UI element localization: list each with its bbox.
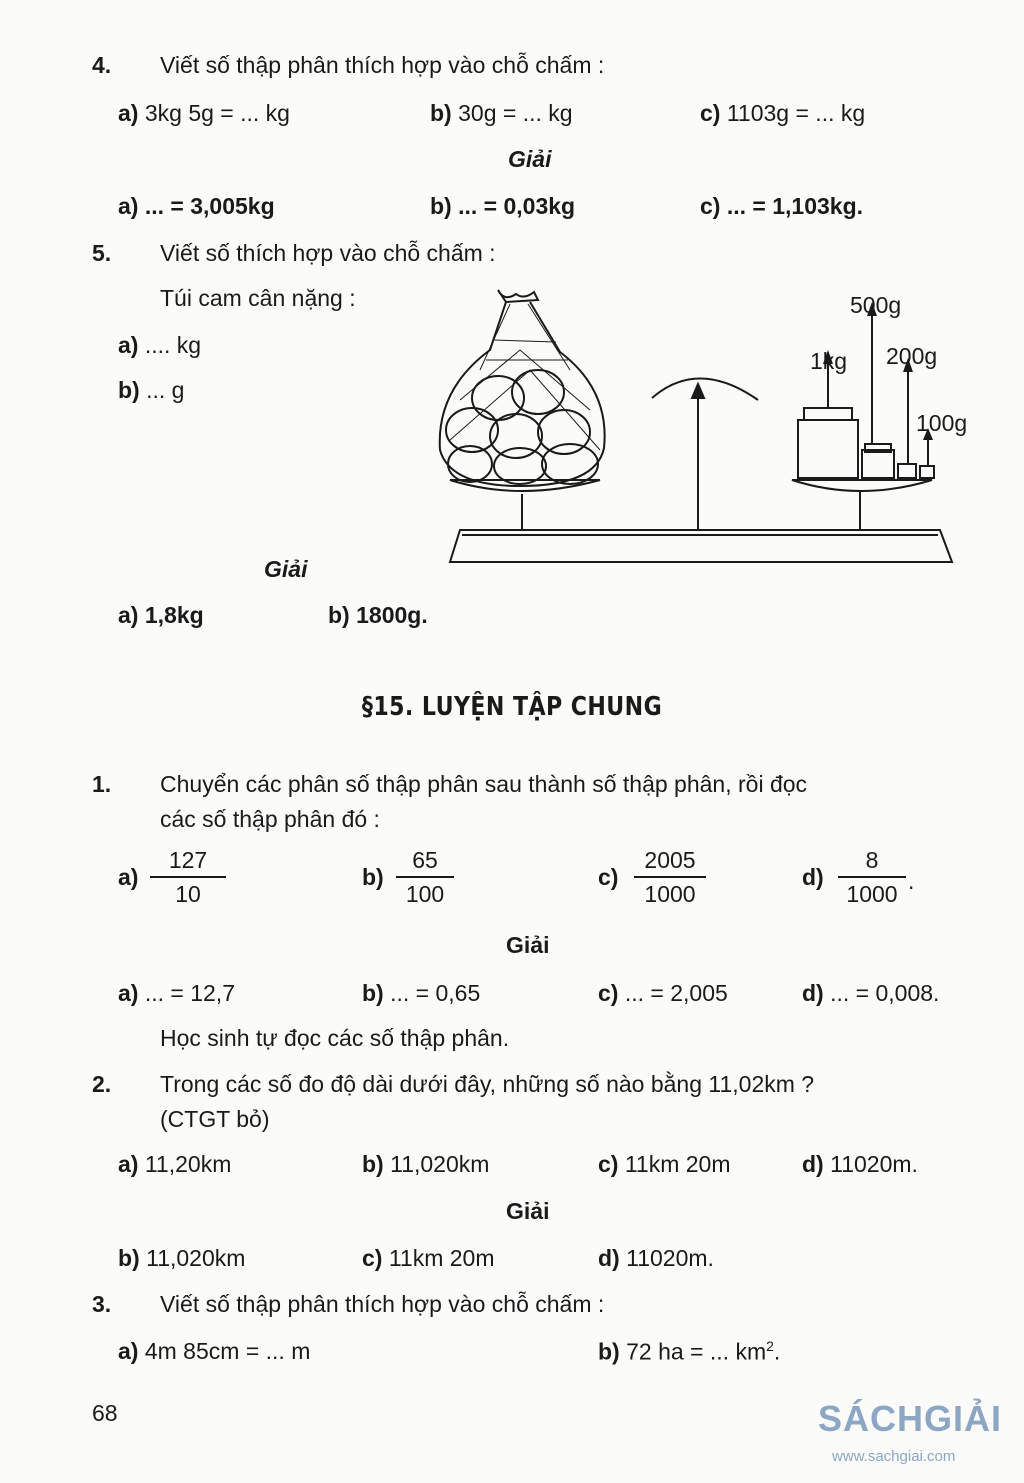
fraction-b: 65 100 [396,846,454,908]
problem-5-item-a: a) .... kg [118,332,202,358]
exercise-2-item-d: d) 11020m. [802,1151,918,1177]
problem-4-prompt: Viết số thập phân thích hợp vào chỗ chấm : [160,52,605,78]
exercise-3-item-b: b) 72 ha = ... $km^2$. [598,1338,781,1365]
exercise-2-prompt-line2: (CTGT bỏ) [160,1106,270,1132]
label-1kg: 1kg [810,348,848,374]
exercise-1-answer-b: b) ... = 0,65 [362,980,481,1006]
exercise-2-item-c: c) 11km 20m [598,1151,731,1177]
watermark-brand: SÁCHGIẢI [818,1398,1003,1439]
weight-500g [862,450,894,478]
label-100g: 100g [916,410,968,436]
problem-4-solution-heading: Giải [508,146,552,172]
problem-4-number: 4. [92,52,112,78]
fraction-d-label: d) [802,864,824,890]
problem-5-number: 5. [92,240,112,266]
exercise-3-number: 3. [92,1291,112,1317]
weight-200g [898,464,916,478]
fraction-c: 2005 1000 [634,846,706,908]
section-title: §15. LUYỆN TẬP CHUNG [361,692,663,722]
scale-dial [652,378,758,400]
problem-4-item-c: c) 1103g = ... kg [700,100,866,126]
problem-5-prompt: Viết số thích hợp vào chỗ chấm : [160,240,496,266]
orange [494,448,546,484]
problem-5-line2: Túi cam cân nặng : [160,285,356,311]
problem-4-answer-b: b) ... = 0,03kg [430,193,576,219]
problem-5-answer-b: b) 1800g. [328,602,428,628]
fraction-c-label: c) [598,864,619,890]
exercise-2-item-b: b) 11,020km [362,1151,490,1177]
orange [538,410,590,454]
sachgiai-watermark [818,1392,1024,1472]
fraction-b-label: b) [362,864,384,890]
balance-scale-figure [420,280,980,570]
exercise-1-answer-d: d) ... = 0,008. [802,980,940,1006]
exercise-1-answer-a: a) ... = 12,7 [118,980,235,1006]
exercise-2-solution-heading: Giải [506,1198,550,1224]
exercise-1-prompt-line1: Chuyển các phân số thập phân sau thành số thập phân, rồi đọc [160,771,808,797]
problem-4-answer-a: a) ... = 3,005kg [118,193,275,219]
right-pan [792,480,932,491]
exercise-2-answer-d: d) 11020m. [598,1245,714,1271]
page-number: 68 [92,1400,118,1426]
problem-5-solution-heading: Giải [264,556,308,582]
exercise-2-answer-c: c) 11km 20m [362,1245,495,1271]
exercise-1-note: Học sinh tự đọc các số thập phân. [160,1025,510,1051]
exercise-1-number: 1. [92,771,112,797]
exercise-1-solution-heading: Giải [506,932,550,958]
exercise-2-number: 2. [92,1071,112,1097]
label-500g: 500g [850,292,902,318]
fraction-d-suffix: . [908,868,915,894]
problem-5-answer-a: a) 1,8kg [118,602,204,628]
fraction-a-label: a) [118,864,139,890]
exercise-2-prompt-line1: Trong các số đo độ dài dưới đây, những số nào bằng 11,02km ? [160,1071,815,1097]
problem-4-item-a: a) 3kg 5g = ... kg [118,100,290,126]
exercise-1-answer-c: c) ... = 2,005 [598,980,728,1006]
exercise-1-prompt-line2: các số thập phân đó : [160,806,380,832]
exercise-2-item-a: a) 11,20km [118,1151,232,1177]
problem-4-item-b: b) 30g = ... kg [430,100,573,126]
fraction-a: 127 10 [150,846,226,908]
exercise-3-prompt: Viết số thập phân thích hợp vào chỗ chấm : [160,1291,605,1317]
weight-1kg [798,420,858,478]
label-200g: 200g [886,343,938,369]
fraction-d: 8 1000 [838,846,906,908]
orange [542,444,598,484]
problem-4-answer-c: c) ... = 1,103kg. [700,193,864,219]
orange [512,370,564,414]
exercise-2-answer-b: b) 11,020km [118,1245,246,1271]
problem-5-item-b: b) ... g [118,377,185,403]
exercise-3-item-a: a) 4m 85cm = ... m [118,1338,311,1364]
weight-100g [920,466,934,478]
watermark-url: www.sachgiai.com [832,1448,956,1465]
